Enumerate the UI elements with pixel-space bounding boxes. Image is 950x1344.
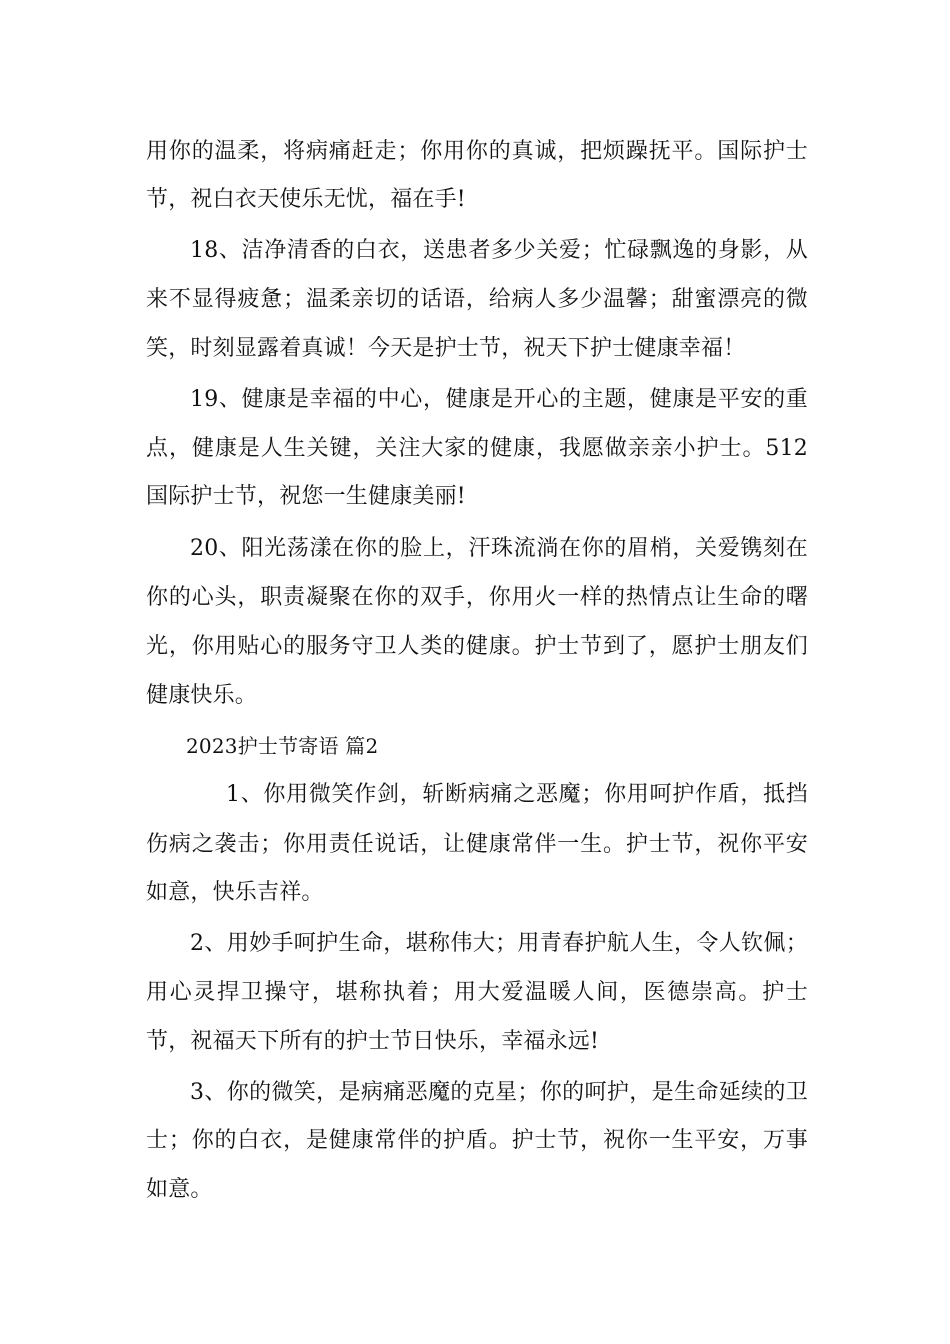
text-line: 3、你的微笑，是病痛恶魔的克星；你的呵护，是生命延续的卫: [190, 1080, 808, 1105]
text-line: 如意。: [146, 1177, 213, 1202]
text-line: 国际护士节，祝您一生健康美丽!: [146, 484, 466, 509]
text-line: 用心灵捍卫操守，堪称执着；用大爱温暖人间，医德崇高。护士: [146, 980, 808, 1005]
text-line: 笑，时刻显露着真诚！今天是护士节，祝天下护士健康幸福！: [146, 336, 746, 361]
text-line: 你的心头，职责凝聚在你的双手，你用火一样的热情点让生命的曙: [146, 585, 808, 610]
text-line: 光，你用贴心的服务守卫人类的健康。护士节到了，愿护士朋友们: [146, 634, 808, 659]
text-line: 点，健康是人生关键，关注大家的健康，我愿做亲亲小护士。512: [146, 436, 808, 461]
text-line: 节，祝福天下所有的护士节日快乐，幸福永远!: [146, 1029, 600, 1054]
text-line: 用你的温柔，将病痛赶走；你用你的真诚，把烦躁抚平。国际护士: [146, 139, 808, 164]
text-line: 健康快乐。: [146, 683, 258, 708]
text-line: 节，祝白衣天使乐无忧，福在手!: [146, 187, 466, 212]
text-line: 士；你的白衣，是健康常伴的护盾。护士节，祝你一生平安，万事: [146, 1128, 808, 1153]
text-line: 如意，快乐吉祥。: [146, 880, 324, 905]
text-line: 2、用妙手呵护生命，堪称伟大；用青春护航人生，令人钦佩；: [190, 931, 808, 956]
text-line: 18、洁净清香的白衣，送患者多少关爱；忙碌飘逸的身影，从: [190, 238, 808, 263]
text-line: 20、阳光荡漾在你的脸上，汗珠流淌在你的眉梢，关爱镌刻在: [190, 536, 808, 561]
text-line: 来不显得疲惫；温柔亲切的话语，给病人多少温馨；甜蜜漂亮的微: [146, 287, 808, 312]
text-line: 19、健康是幸福的中心，健康是开心的主题，健康是平安的重: [190, 387, 808, 412]
text-line: 伤病之袭击；你用责任说话，让健康常伴一生。护士节，祝你平安: [146, 832, 808, 857]
text-line: 1、你用微笑作剑，斩断病痛之恶魔；你用呵护作盾，抵挡: [226, 782, 808, 807]
section-heading: 2023护士节寄语 篇2: [186, 734, 379, 758]
